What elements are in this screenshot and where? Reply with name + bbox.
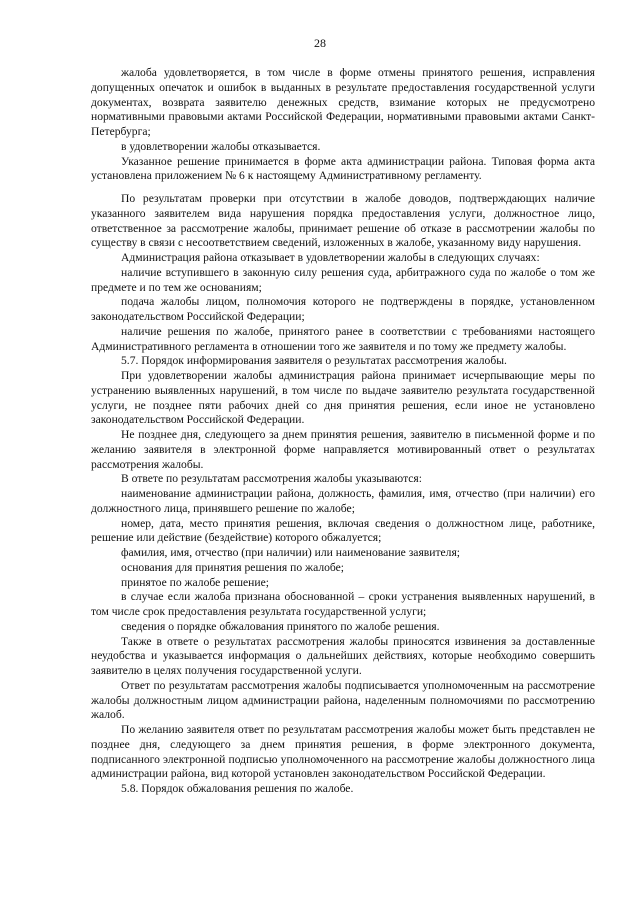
paragraph: в случае если жалоба признана обоснованной – сроки устранения выявленных нарушений, в том числе срок предоставления результата государственной услуги; [91, 590, 595, 618]
section-heading: 5.8. Порядок обжалования решения по жалобе. [121, 782, 354, 795]
paragraph: Не позднее дня, следующего за днем принятия решения, заявителю в письменной форме и по желанию заявителя в электронной форме направляется мотивированный ответ о результатах рассмотрения жалобы. [91, 428, 595, 471]
paragraph: Ответ по результатам рассмотрения жалобы подписывается уполномоченным на рассмотрение жалобы должностным лицом администрации района, наделенным полномочиями по рассмотрению жалоб. [91, 678, 595, 722]
paragraph: принятое по жалобе решение; [121, 575, 269, 589]
section-heading: 5.7. Порядок информирования заявителя о результатах рассмотрения жалобы. [121, 354, 507, 368]
paragraph: По результатам проверки при отсутствии в жалобе доводов, подтверждающих наличие указанного заявителем вида нарушения порядка предоставления услуги, должностное лицо, ответственное за рассмотрение жалобы, принимает решение об отказе в рассмотрении жалобы по существу в связи с несоответствием сведений, изложенных в жалобе, указанному виду нарушения. [91, 192, 595, 250]
paragraph: Указанное решение принимается в форме акта администрации района. Типовая форма акта установлена приложением № 6 к настоящему Административному регламенту. [91, 154, 595, 183]
paragraph: По желанию заявителя ответ по результатам рассмотрения жалобы может быть представлен не позднее дня, следующего за днем принятия решения, в форме электронного документа, подписанного электронной подписью уполномоченного на рассмотрение жалобы должностного лица администрации района, вид которой установлен законодательством Российской Федерации. [91, 723, 595, 781]
paragraph: При удовлетворении жалобы администрация района принимает исчерпывающие меры по устранению выявленных нарушений, в том числе по выдаче заявителю результата государственной услуги, не позднее пяти рабочих дней со дня принятия решения, если иное не установлено законодательством Российской Федерации. [91, 369, 595, 427]
paragraph: основания для принятия решения по жалобе; [121, 560, 345, 574]
paragraph: наименование администрации района, должность, фамилия, имя, отчество (при наличии) его должностного лица, принявшего решение по жалобе; [91, 487, 595, 515]
paragraph: фамилия, имя, отчество (при наличии) или наименование заявителя; [121, 546, 461, 559]
paragraph: подача жалобы лицом, полномочия которого не подтверждены в порядке, установленном законодательством Российской Федерации; [91, 295, 595, 323]
paragraph: сведения о порядке обжалования принятого по жалобе решения. [121, 619, 440, 633]
document-body [91, 66, 595, 797]
paragraph: В ответе по результатам рассмотрения жалобы указываются: [121, 472, 422, 486]
paragraph: в удовлетворении жалобы отказывается. [121, 139, 321, 153]
paragraph: Администрация района отказывает в удовлетворении жалобы в следующих случаях: [121, 251, 540, 264]
paragraph: жалоба удовлетворяется, в том числе в форме отмены принятого решения, исправления допущенных опечаток и ошибок в выданных в результате предоставления государственной услуги документах, возврата заявителю денежных средств, взимание которых не предусмотрено нормативными правовыми актами Российской Федерации, нормативными правовыми актами Санкт-Петербурга; [91, 66, 595, 138]
paragraph: наличие решения по жалобе, принятого ранее в соответствии с требованиями настоящего Административного регламента в отношении того же заявителя и по тому же предмету жалобы. [91, 324, 595, 353]
paragraph: номер, дата, место принятия решения, включая сведения о должностном лице, работнике, решение или действие (бездействие) которого обжалуется; [91, 516, 595, 545]
page-number: 28 [314, 36, 326, 50]
paragraph: наличие вступившего в законную силу решения суда, арбитражного суда по жалобе о том же предмете и по тем же основаниям; [91, 265, 595, 294]
paragraph: Также в ответе о результатах рассмотрения жалобы приносятся извинения за доставленные неудобства и указывается информация о дальнейших действиях, которые необходимо совершить заявителю в целях получения государственной услуги. [91, 634, 595, 677]
